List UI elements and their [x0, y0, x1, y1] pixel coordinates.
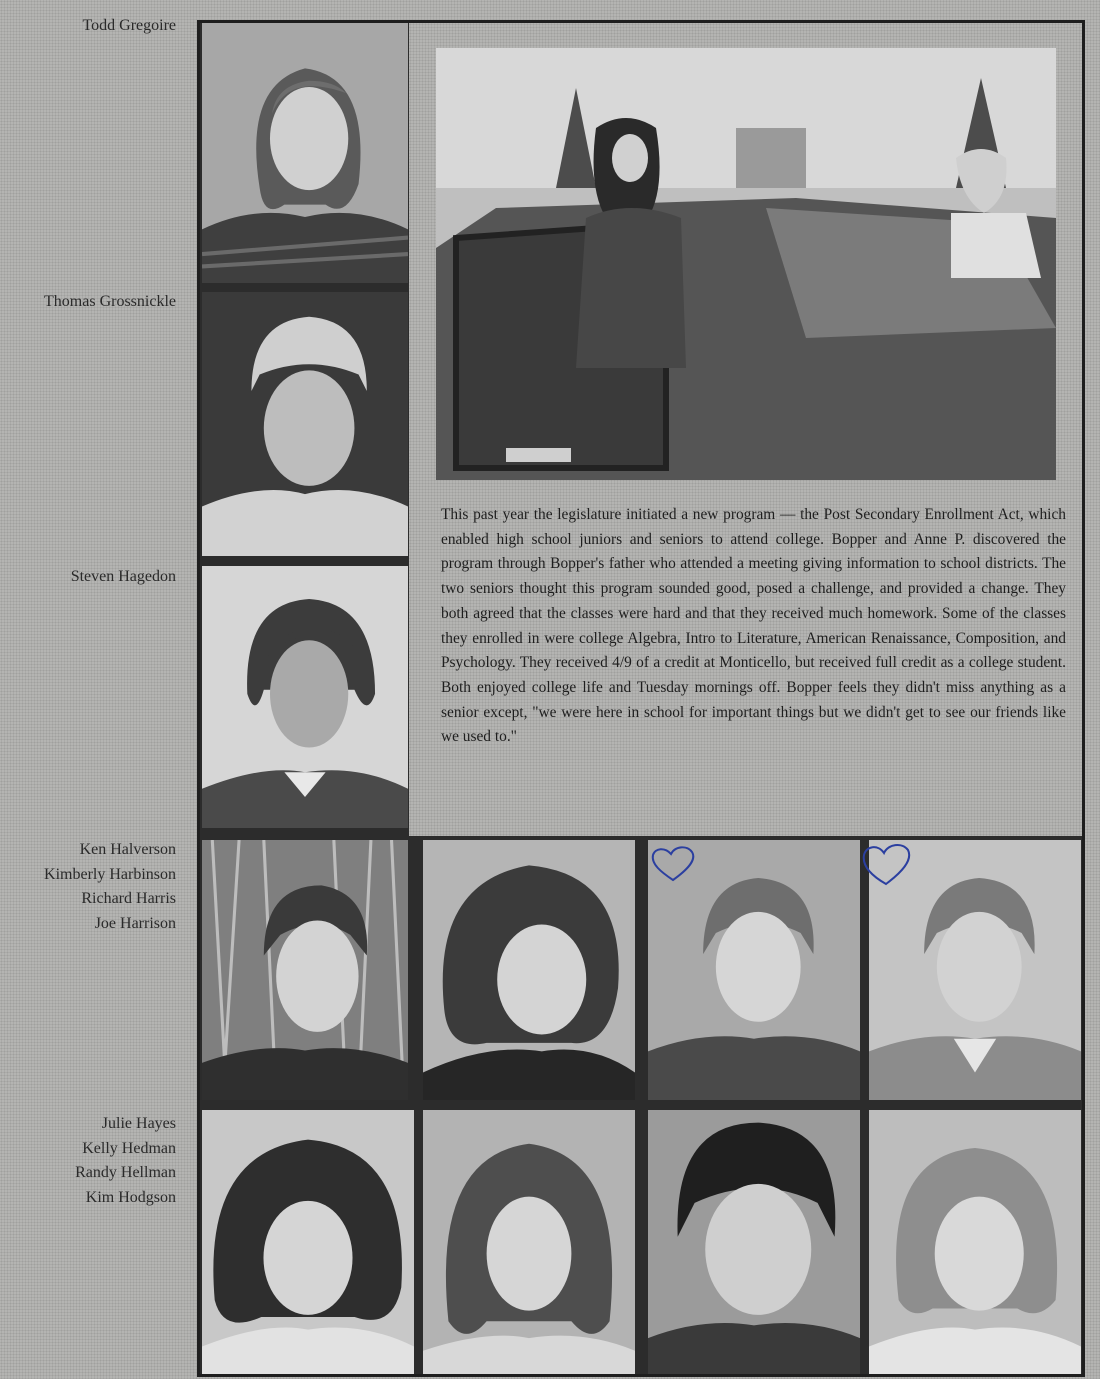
portrait-richard-harris: [648, 840, 860, 1100]
student-name: Randy Hellman: [75, 1164, 176, 1181]
student-name: Joe Harrison: [94, 914, 176, 932]
student-name: Ken Halverson: [79, 841, 176, 858]
portrait-randy-hellman: [648, 1110, 860, 1374]
student-name: Kelly Hedman: [82, 1139, 176, 1157]
student-name: Steven Hagedon: [70, 568, 176, 585]
portrait-todd-gregoire: [202, 23, 408, 283]
student-name: Richard Harris: [81, 890, 176, 907]
name-block-2: [0, 290, 176, 315]
name-block-3: [0, 565, 176, 590]
portrait-ken-halverson: [202, 840, 408, 1100]
portrait-kimberly-harbinson: [423, 840, 635, 1100]
feature-photo-car: [436, 48, 1056, 480]
portrait-joe-harrison: [869, 840, 1081, 1100]
portrait-steven-hagedon: [202, 566, 408, 828]
student-name: Todd Gregoire: [82, 17, 176, 34]
portrait-thomas-grossnickle: [202, 292, 408, 556]
student-name: Kimberly Harbinson: [44, 865, 176, 883]
student-name: Julie Hayes: [101, 1115, 176, 1132]
name-block-4: [0, 838, 176, 936]
feature-caption: This past year the legislature initiated a new program — the Post Secondary Enrollment Act, which enabled high school juniors and seniors to attend college. Bopper and Anne P. discovered the program through Bopper's father who attended a meeting giving information to school districts. The two seniors thought this program sounded good, posed a challenge, and provided a change. They both agreed that the classes were hard and that they received much homework. Some of the classes they enrolled in were college Algebra, Intro to Literature, American Renaissance, Composition, and Psychology. They received 4/9 of a credit at Monticello, but received full credit as a college student. Both enjoyed college life and Tuesday mornings off. Bopper feels they didn't miss anything as a senior except, "we were here in school for important things but we didn't get to see our friends like we used to.": [441, 506, 1066, 746]
portrait-kelly-hedman: [423, 1110, 635, 1374]
portrait-kim-hodgson: [869, 1110, 1081, 1374]
student-name: Kim Hodgson: [85, 1188, 176, 1206]
name-block-5: [0, 1112, 176, 1210]
name-block-1: [0, 14, 176, 39]
student-name: Thomas Grossnickle: [44, 293, 176, 310]
portrait-julie-hayes: [202, 1110, 414, 1374]
